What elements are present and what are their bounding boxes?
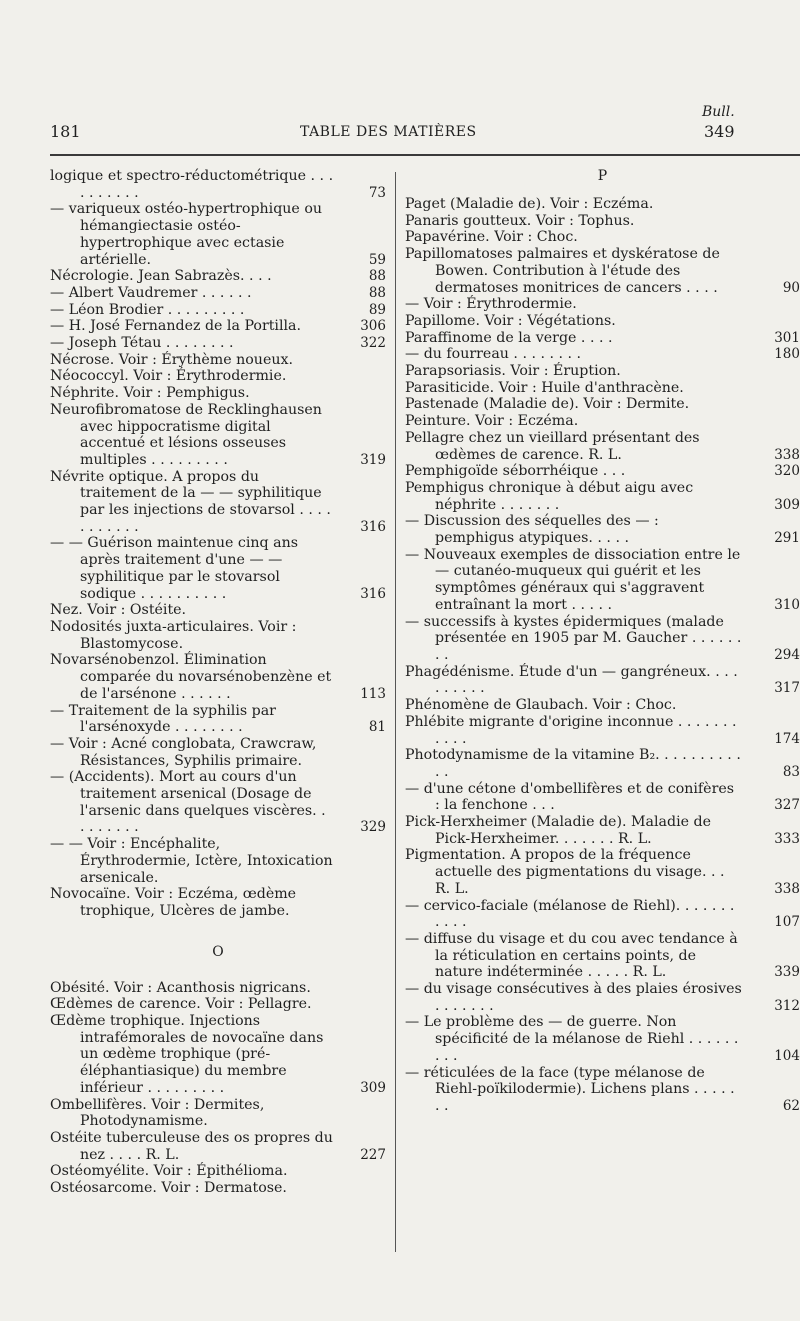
left-column — [50, 168, 386, 1197]
index-entry — [50, 168, 386, 201]
entry-text: Obésité. Voir : Acanthosis nigricans. — [50, 979, 311, 996]
entry-page-number: 309 — [774, 496, 800, 513]
index-entry — [50, 302, 386, 319]
entry-text: Pick-Herxheimer (Maladie de). Maladie de Pick-Herxheimer. . . . . . . R. L. — [405, 814, 711, 847]
entry-text: Novocaïne. Voir : Eczéma, œdème trophique, Ulcères de jambe. — [50, 886, 297, 919]
index-entry — [405, 430, 800, 463]
entry-text: Néphrite. Voir : Pemphigus. — [50, 385, 250, 402]
entry-text: Nécrose. Voir : Érythème noueux. — [50, 351, 293, 368]
entry-page-number: 88 — [368, 284, 386, 301]
entry-text: Névrite optique. A propos du traitement de la — — syphilitique par les injections de stovarsol . . . . . . . . . . . — [50, 468, 331, 535]
index-entry — [405, 714, 800, 747]
entry-page-number: 113 — [360, 685, 386, 702]
index-entry — [405, 246, 800, 296]
entry-text: Œdème trophique. Injections intrafémorales de novocaïne dans un œdème trophique (pré-éléphantiasique) du membre inférieur . . . . . . . . . — [50, 1013, 324, 1096]
header-bull-note: Bull. — [702, 104, 735, 120]
entry-page-number: 338 — [774, 880, 800, 897]
index-entry — [405, 513, 800, 546]
entry-page-number: 227 — [360, 1146, 386, 1163]
index-entry — [405, 931, 800, 981]
entry-text: Photodynamisme de la vitamine B₂. . . . . . . . . . . . — [405, 747, 741, 780]
entry-page-number: 291 — [774, 530, 800, 547]
entry-page-number: 329 — [360, 819, 386, 836]
index-entry — [50, 736, 386, 769]
index-entry — [50, 318, 386, 335]
entry-text: Nécrologie. Jean Sabrazès. . . . — [50, 268, 272, 285]
entry-page-number: 320 — [774, 463, 800, 480]
entry-page-number: 316 — [360, 585, 386, 602]
index-entry — [405, 898, 800, 931]
entry-text: Œdèmes de carence. Voir : Pellagre. — [50, 996, 312, 1013]
index-entry — [50, 385, 386, 402]
entry-text: Paget (Maladie de). Voir : Eczéma. — [405, 196, 654, 212]
entry-page-number: 174 — [774, 730, 800, 747]
index-entry — [50, 703, 386, 736]
entry-text: Pastenade (Maladie de). Voir : Dermite. — [405, 396, 690, 413]
entry-page-number: 81 — [368, 719, 386, 736]
index-entry — [405, 480, 800, 513]
entry-text: Ostéite tuberculeuse des os propres du nez . . . . R. L. — [50, 1129, 333, 1163]
index-entry — [50, 602, 386, 619]
entry-text: — — Voir : Encéphalite, Érythrodermie, Ictère, Intoxication arsenicale. — [50, 836, 333, 886]
entry-text: — d'une cétone d'ombellifères et de conifères : la fenchone . . . — [405, 780, 735, 814]
entry-text: Parapsoriasis. Voir : Éruption. — [405, 363, 621, 380]
entry-page-number: 312 — [774, 997, 800, 1014]
index-entry — [405, 380, 800, 397]
entry-page-number: 90 — [782, 279, 800, 296]
entry-text: Ostéomyélite. Voir : Épithélioma. — [50, 1163, 288, 1180]
entry-text: — cervico-faciale (mélanose de Riehl). . . . . . . . . . . — [405, 897, 735, 931]
entry-text: — Voir : Acné conglobata, Crawcraw, Résistances, Syphilis primaire. — [50, 735, 317, 769]
entry-page-number: 294 — [774, 646, 800, 663]
section-heading-p: P — [597, 168, 608, 184]
entry-page-number: 322 — [360, 335, 386, 352]
index-entry — [405, 781, 800, 814]
entry-page-number: 301 — [774, 329, 800, 346]
index-entry — [50, 469, 386, 536]
entry-text: — H. José Fernandez de la Portilla. — [50, 318, 302, 335]
entry-text: — Discussion des séquelles des — : pemphigus atypiques. . . . . — [405, 513, 659, 547]
entry-text: Pigmentation. A propos de la fréquence actuelle des pigmentations du visage. . . R. L. — [405, 847, 725, 897]
entry-text: — Nouveaux exemples de dissociation entre le — cutanéo-muqueux qui guérit et les symptômes généraux qui s'aggravent entraînant la mort . . . . . — [405, 546, 741, 613]
entry-page-number: 59 — [368, 251, 386, 268]
entry-text: — Léon Brodier . . . . . . . . . — [50, 301, 245, 318]
entry-text: Phénomène de Glaubach. Voir : Choc. — [405, 697, 677, 714]
index-entry — [405, 547, 800, 614]
index-entry — [50, 769, 386, 836]
index-entry — [405, 196, 800, 213]
entry-page-number: 89 — [368, 301, 386, 318]
entry-page-number: 316 — [360, 518, 386, 535]
index-entry — [50, 352, 386, 369]
entry-text: Pemphigus chronique à début aigu avec néphrite . . . . . . . — [405, 479, 694, 513]
entry-page-number: 339 — [774, 964, 800, 981]
entry-text: Nodosités juxta-articulaires. Voir : Blastomycose. — [50, 618, 297, 652]
entry-page-number: 73 — [368, 184, 386, 201]
entry-page-number: 306 — [360, 318, 386, 335]
index-entry — [50, 335, 386, 352]
entry-text: Peinture. Voir : Eczéma. — [405, 413, 579, 430]
entry-text: Pemphigoïde séborrhéique . . . — [405, 463, 626, 480]
entry-text: Pellagre chez un vieillard présentant des œdèmes de carence. R. L. — [405, 429, 700, 463]
entry-text: Papillomatoses palmaires et dyskératose de Bowen. Contribution à l'étude des dermatoses monitrices de cancers . . . . — [405, 246, 720, 296]
entry-text: — Voir : Érythrodermie. — [405, 296, 577, 313]
entry-text: Ostéosarcome. Voir : Dermatose. — [50, 1180, 287, 1197]
index-entry — [405, 1065, 800, 1115]
entry-text: Nez. Voir : Ostéite. — [50, 602, 187, 619]
index-entry — [50, 1097, 386, 1130]
index-entry — [50, 1180, 386, 1197]
entry-page-number: 319 — [360, 451, 386, 468]
index-entry — [405, 229, 800, 246]
entry-text: Paraffinome de la verge . . . . — [405, 329, 613, 346]
index-entry — [405, 346, 800, 363]
index-entry — [50, 368, 386, 385]
index-entry — [50, 980, 386, 997]
right-column — [405, 168, 800, 1115]
index-entry — [50, 836, 386, 886]
index-entry — [405, 313, 800, 330]
entry-page-number: 83 — [782, 763, 800, 780]
index-entry — [405, 413, 800, 430]
index-entry — [50, 1130, 386, 1163]
index-entry — [50, 285, 386, 302]
entry-page-number: 310 — [774, 596, 800, 613]
entry-page-number: 309 — [360, 1079, 386, 1096]
entry-text: Panaris goutteux. Voir : Tophus. — [405, 212, 635, 229]
entry-text: Papavérine. Voir : Choc. — [405, 229, 578, 246]
index-entry — [50, 652, 386, 702]
index-entry — [405, 814, 800, 847]
entry-text: — Joseph Tétau . . . . . . . . — [50, 335, 234, 352]
entry-text: logique et spectro-réductométrique . . . . . . . . . . — [50, 168, 334, 201]
entry-text: Neurofibromatose de Recklinghausen avec hippocratisme digital accentué et lésions osseuses multiples . . . . . . . . . — [50, 401, 322, 468]
entry-page-number: 62 — [782, 1097, 800, 1114]
entry-text: Phagédénisme. Étude d'un — gangréneux. . . . . . . . . . — [405, 663, 738, 697]
entry-text: — du visage consécutives à des plaies érosives . . . . . . . — [405, 981, 742, 1014]
index-entry — [50, 535, 386, 602]
entry-text: — successifs à kystes épidermiques (malade présentée en 1905 par M. Gaucher . . . . . . . . — [405, 613, 742, 663]
entry-text: — (Accidents). Mort au cours d'un traitement arsenical (Dosage de l'arsenic dans quelques viscères. . . . . . . . . — [50, 769, 326, 836]
entry-page-number: 180 — [774, 346, 800, 363]
entry-text: — réticulées de la face (type mélanose de Riehl-poïkilodermie). Lichens plans . . . . . . . — [405, 1064, 735, 1114]
entry-page-number: 333 — [774, 830, 800, 847]
entry-page-number: 338 — [774, 446, 800, 463]
column-divider — [395, 172, 396, 1252]
index-entry — [50, 1163, 386, 1180]
index-entry — [50, 402, 386, 469]
entry-text: Parasiticide. Voir : Huile d'anthracène. — [405, 379, 684, 396]
entry-text: — variqueux ostéo-hypertrophique ou hémangiectasie ostéo-hypertrophique avec ectasie artérielle. — [50, 201, 323, 268]
index-entry — [405, 664, 800, 697]
index-entry — [50, 619, 386, 652]
index-entry — [405, 981, 800, 1014]
entry-page-number: 107 — [774, 914, 800, 931]
index-entry — [405, 213, 800, 230]
index-entry — [405, 463, 800, 480]
header-rule — [50, 154, 800, 156]
index-entry — [405, 396, 800, 413]
page-number-right: 349 — [704, 122, 735, 141]
index-entry — [405, 747, 800, 780]
entry-page-number: 327 — [774, 797, 800, 814]
entry-text: — diffuse du visage et du cou avec tendance à la réticulation en certains points, de nature indéterminée . . . . . R. L. — [405, 930, 738, 981]
entry-page-number: 317 — [774, 680, 800, 697]
entry-text: Papillome. Voir : Végétations. — [405, 312, 616, 329]
page-title: TABLE DES MATIÈRES — [300, 124, 477, 140]
index-entry — [405, 847, 800, 897]
entry-text: — du fourreau . . . . . . . . — [405, 346, 582, 363]
index-entry — [405, 363, 800, 380]
entry-text: — Albert Vaudremer . . . . . . — [50, 284, 252, 301]
entry-text: — Le problème des — de guerre. Non spécificité de la mélanose de Riehl . . . . . . . . . — [405, 1014, 739, 1064]
index-entry — [405, 697, 800, 714]
index-entry — [405, 330, 800, 347]
page-number-left: 181 — [50, 122, 81, 141]
entry-text: Phlébite migrante d'origine inconnue . . . . . . . . . . . — [405, 713, 737, 747]
entry-page-number: 88 — [368, 268, 386, 285]
index-entry — [405, 614, 800, 664]
entry-text: Ombellifères. Voir : Dermites, Photodynamisme. — [50, 1096, 265, 1130]
section-heading-o: O — [212, 943, 224, 960]
entry-text: — — Guérison maintenue cinq ans après traitement d'une — — syphilitique par le stovarsol sodique . . . . . . . . . . — [50, 535, 299, 602]
index-entry — [405, 296, 800, 313]
index-entry — [50, 996, 386, 1013]
entry-text: Néococcyl. Voir : Érythrodermie. — [50, 368, 287, 385]
index-entry — [50, 268, 386, 285]
entry-text: Novarsénobenzol. Élimination comparée du novarsénobenzène et de l'arsénone . . . . . . — [50, 652, 332, 702]
index-entry — [50, 201, 386, 268]
index-entry — [50, 1013, 386, 1097]
entry-page-number: 104 — [774, 1047, 800, 1064]
index-entry — [50, 886, 386, 919]
entry-text: — Traitement de la syphilis par l'arsénoxyde . . . . . . . . — [50, 702, 276, 736]
index-entry — [405, 1014, 800, 1064]
